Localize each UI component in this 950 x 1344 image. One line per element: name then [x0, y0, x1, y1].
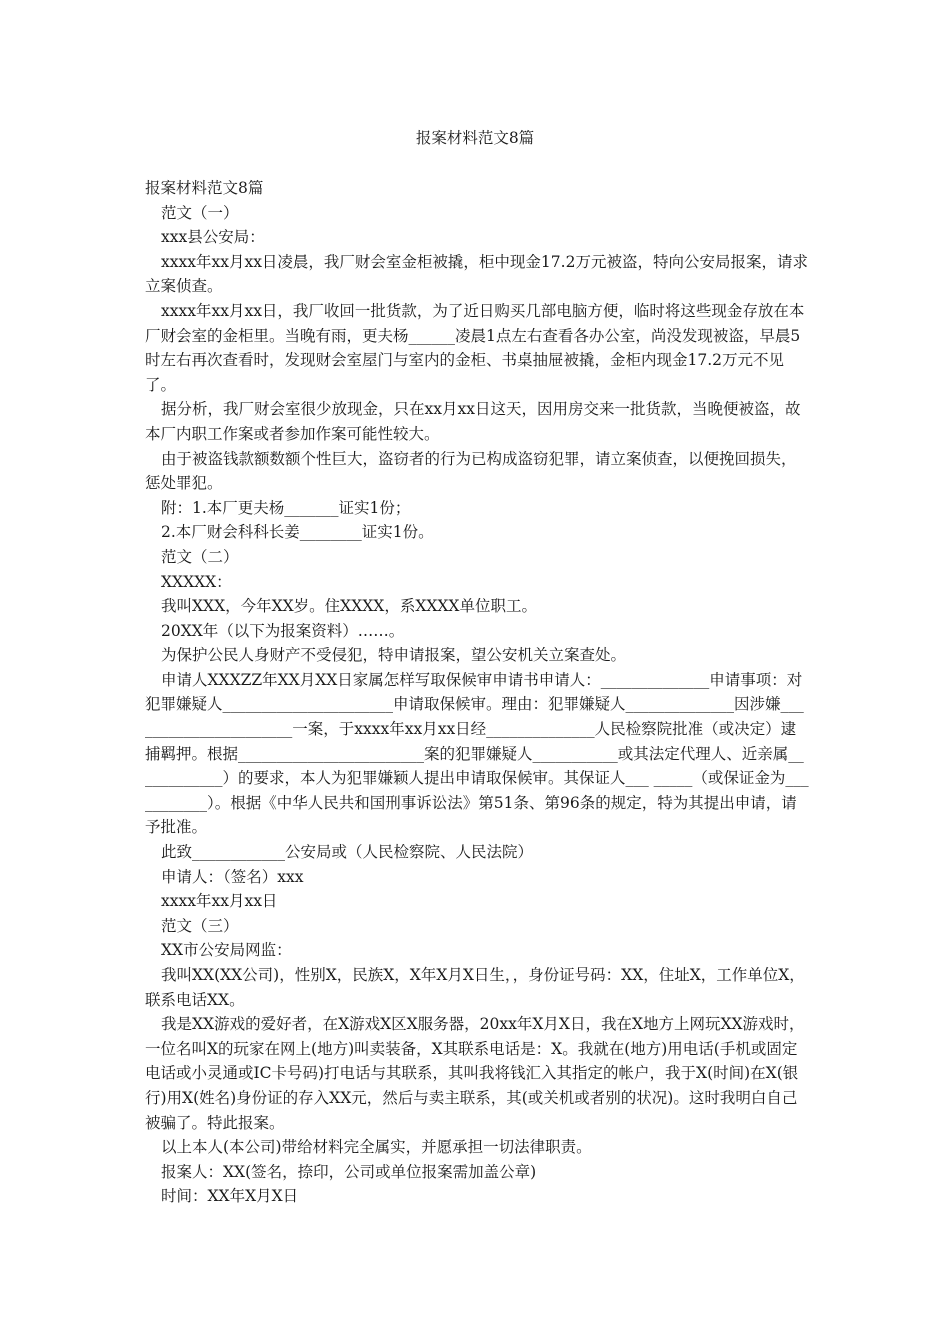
paragraph: 据分析，我厂财会室很少放现金，只在xx月xx日这天，因用房交来一批货款，当晚便被盗，故本厂内职工作案或者参加作案可能性较大。 — [145, 400, 801, 443]
paragraph: 报案材料范文8篇 — [145, 179, 264, 197]
paragraph: 申请人：（签名）xxx — [161, 867, 304, 886]
paragraph: 我叫XX(XX公司)，性别X，民族X，X年X月X日生，，身份证号码：XX，住址X，工作单位X，联系电话XX。 — [145, 966, 805, 1009]
paragraph: 附：1.本厂更夫杨_______证实1份； — [161, 498, 411, 517]
paragraph: 申请人XXXZZ年XX月XX日家属怎样写取保候审申请书申请人：______________申请事项：对犯罪嫌疑人______________________申请取保候审。理由：犯罪嫌疑人______________因涉嫌______________________一案，于xxxx年xx月xx日经______________人民检察院批准（或决定）逮捕羁押。根据________________________案的犯罪嫌疑人___________或其法定代理人、近亲属____________）的要求，本人为犯罪嫌颖人提出申请取保候审。其保证人___ _____（或保证金为___________）。根据《中华人民共和国刑事诉讼法》第51条、第96条的规定，特为其提出申请，请予批准。 — [145, 670, 809, 837]
paragraph: 我叫XXX，今年XX岁。住XXXX，系XXXX单位职工。 — [161, 597, 537, 616]
paragraph: xxxx年xx月xx日，我厂收回一批货款，为了近日购买几部电脑方便，临时将这些现金存放在本厂财会室的金柜里。当晚有雨，更夫杨______凌晨1点左右查看各办公室，尚没发现被盗，早晨5时左右再次查看时，发现财会室屋门与室内的金柜、书桌抽屉被撬，金柜内现金17.2万元不见了。 — [145, 301, 805, 394]
document-body — [145, 176, 810, 1209]
paragraph: 范文（三） — [161, 916, 239, 935]
paragraph: XXXXX： — [161, 572, 232, 591]
paragraph: xxx县公安局： — [161, 228, 265, 247]
paragraph: 20XX年（以下为报案资料）……。 — [161, 621, 405, 640]
paragraph: 由于被盗钱款额数额个性巨大，盗窃者的行为已构成盗窃犯罪，请立案侦查，以便挽回损失，惩处罪犯。 — [145, 449, 797, 493]
paragraph: 我是XX游戏的爱好者，在X游戏X区X服务器，20xx年X月X日，我在X地方上网玩XX游戏时，一位名叫X的玩家在网上(地方)叫卖装备，X其联系电话是：X。我就在(地方)用电话(手机或固定电话或小灵通或IC卡号码)打电话与其联系，其叫我将钱汇入其指定的帐户，我于X(时间)在X(银行)用X(姓名)身份证的存入XX元，然后与卖主联系，其(或关机或者别的状况)。这时我明白自己被骗了。特此报案。 — [145, 1015, 805, 1132]
page-title: 报案材料范文8篇 — [415, 129, 535, 147]
paragraph: 2.本厂财会科科长姜________证实1份。 — [161, 523, 434, 542]
paragraph: 此致____________公安局或（人民检察院、人民法院） — [161, 843, 534, 862]
paragraph: 为保护公民人身财产不受侵犯，特申请报案，望公安机关立案查处。 — [161, 646, 627, 665]
paragraph: XX市公安局网监： — [161, 941, 292, 960]
paragraph: 时间：XX年X月X日 — [161, 1187, 299, 1206]
paragraph: xxxx年xx月xx日 — [161, 892, 278, 911]
paragraph: 以上本人(本公司)带给材料完全属实，并愿承担一切法律职责。 — [161, 1138, 592, 1157]
paragraph: 范文（二） — [161, 547, 239, 566]
paragraph: xxxx年xx月xx日凌晨，我厂财会室金柜被撬，柜中现金17.2万元被盗，特向公安局报案，请求立案侦查。 — [145, 252, 808, 296]
paragraph: 范文（一） — [161, 203, 239, 222]
paragraph: 报案人：XX(签名，捺印，公司或单位报案需加盖公章) — [161, 1162, 537, 1181]
